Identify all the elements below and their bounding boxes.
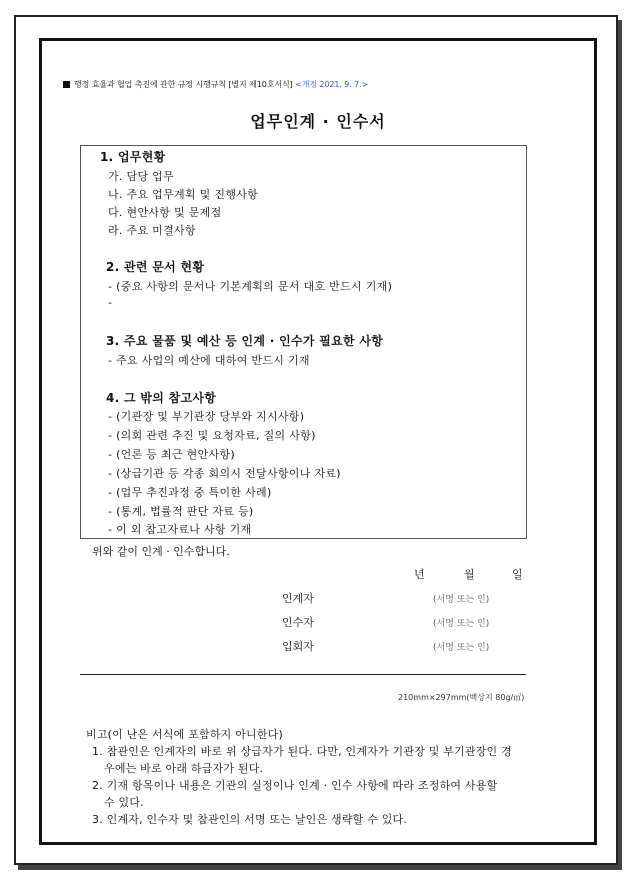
signer-role: 인수자 [282, 616, 314, 629]
section-1-item: 가. 담당 업무 [108, 170, 175, 183]
law-reference-text: 행정 효율과 협업 촉진에 관한 규정 시행규칙 [별지 제10호서식] [74, 80, 293, 89]
section-1-heading: 1. 업무현황 [100, 150, 166, 164]
date-month: 월 [464, 568, 475, 581]
section-4-heading: 4. 그 밖의 참고사항 [106, 391, 217, 405]
section-3-heading: 3. 주요 물품 및 예산 등 인계 · 인수가 필요한 사항 [106, 334, 384, 348]
section-4-item: - 이 외 참고자료나 사항 기재 [108, 523, 252, 536]
law-reference [63, 79, 368, 90]
section-4-item: - (상급기관 등 각종 회의시 전달사항이나 자료) [108, 467, 341, 480]
divider-line [80, 674, 526, 675]
remark-item: 2. 기재 항목이나 내용은 기관의 실정이나 인계 · 인수 사항에 따라 조정하여 사용할 [92, 779, 498, 792]
signature-field[interactable]: (서명 또는 인) [433, 619, 490, 629]
section-4-item: - (기관장 및 부기관장 당부와 지시사항) [108, 410, 305, 423]
signer-role: 인계자 [282, 592, 314, 605]
section-2-item: - [108, 296, 113, 309]
signer-role: 입회자 [282, 640, 314, 653]
revision-date: <개정 2021. 9. 7.> [295, 80, 369, 89]
section-4-item: - (통계, 법률적 판단 자료 등) [108, 505, 254, 518]
section-1-item: 라. 주요 미결사항 [108, 224, 196, 237]
date-day: 일 [512, 568, 523, 581]
remarks-heading: 비고(이 난은 서식에 포함하지 아니한다) [86, 728, 283, 741]
signature-field[interactable]: (서명 또는 인) [433, 595, 490, 605]
remark-item: 1. 참관인은 인계자의 바로 위 상급자가 된다. 다만, 인계자가 기관장 및 부기관장인 경 [92, 745, 512, 758]
section-1-item: 나. 주요 업무계획 및 진행사항 [108, 188, 259, 201]
remark-item: 3. 인계자, 인수자 및 참관인의 서명 또는 날인은 생략할 수 있다. [92, 813, 408, 826]
closing-statement: 위와 같이 인계 · 인수합니다. [92, 545, 230, 558]
square-bullet-icon [63, 81, 70, 88]
section-4-item: - (언론 등 최근 현안사항) [108, 448, 235, 461]
section-4-item: - (업무 추진과정 중 특이한 사례) [108, 486, 272, 499]
section-1-item: 다. 현안사항 및 문제점 [108, 206, 222, 219]
section-4-item: - (의회 관련 추진 및 요청자료, 질의 사항) [108, 429, 316, 442]
section-2-heading: 2. 관련 문서 현황 [106, 260, 205, 274]
section-2-item: - (중요 사항의 문서나 기본계획의 문서 대호 반드시 기재) [108, 280, 393, 293]
remark-item-continued: 수 있다. [104, 796, 144, 809]
section-3-item: - 주요 사업의 예산에 대하여 반드시 기재 [108, 354, 310, 367]
date-year: 년 [414, 568, 425, 581]
signature-field[interactable]: (서명 또는 인) [433, 643, 490, 653]
document-title: 업무인계 · 인수서 [250, 112, 386, 131]
paper-spec: 210mm×297mm(백상지 80g/㎡) [398, 693, 525, 702]
remark-item-continued: 우에는 바로 아래 하급자가 된다. [104, 762, 264, 775]
